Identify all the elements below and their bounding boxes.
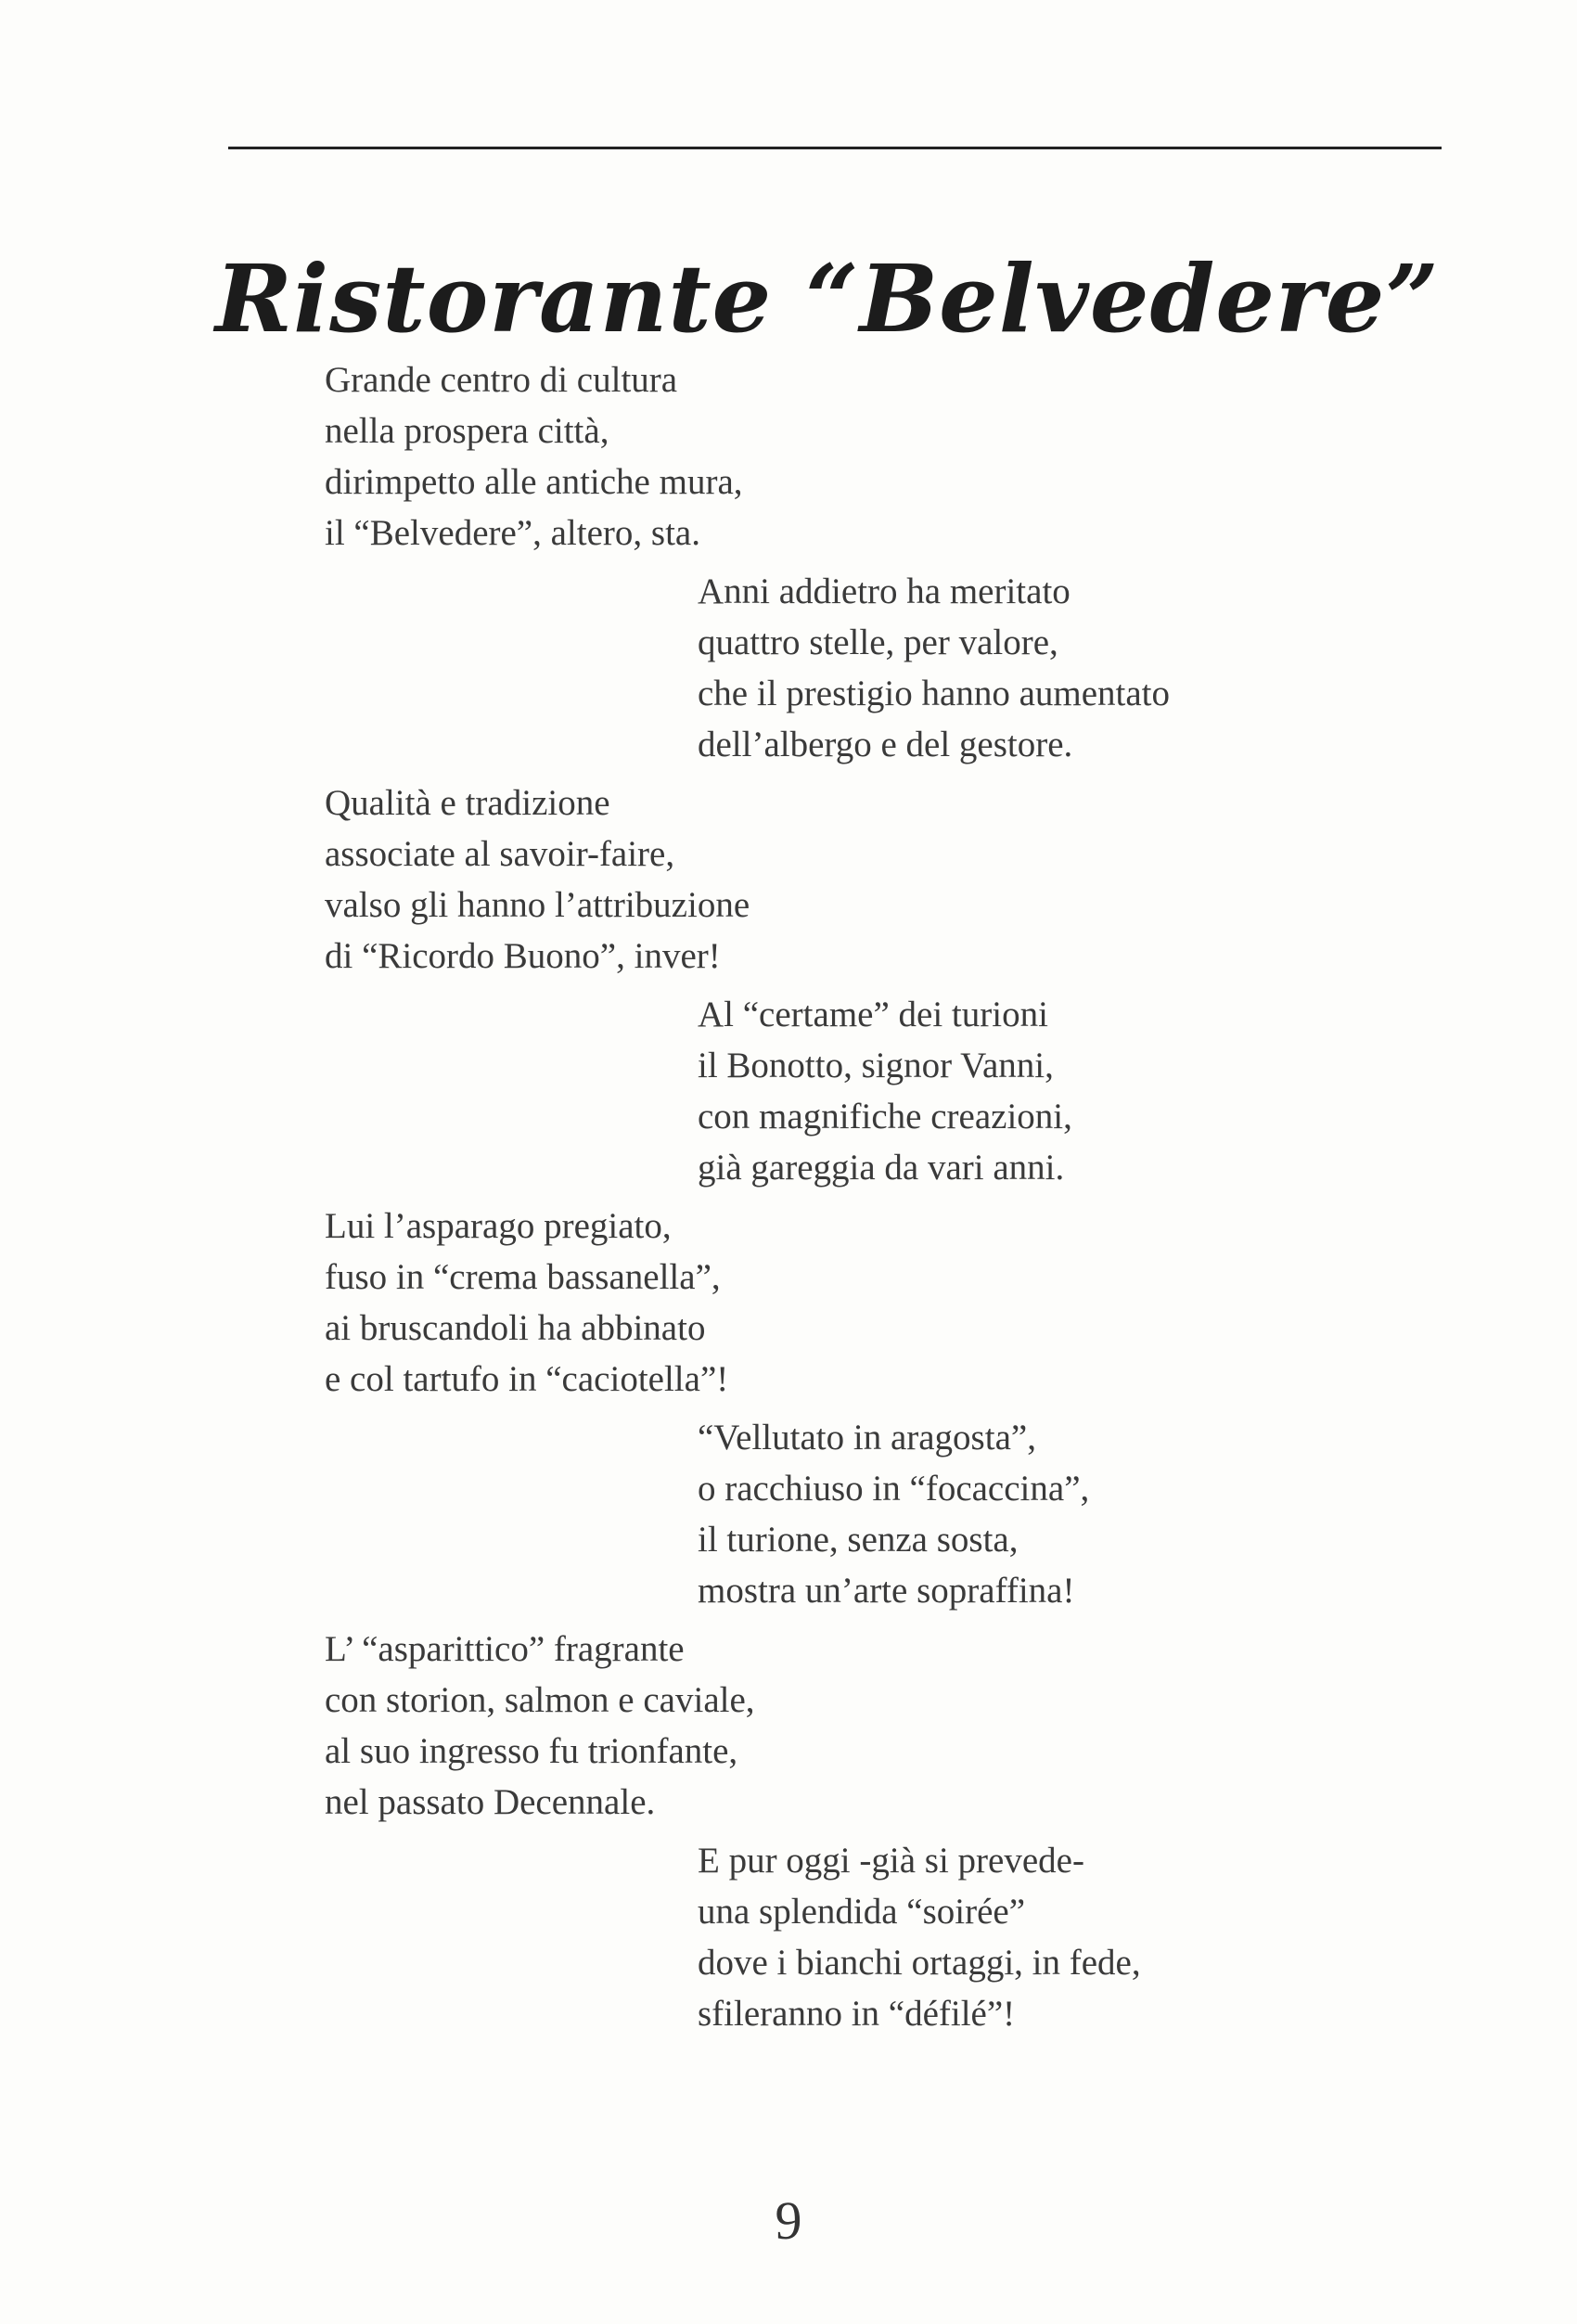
stanza-line: con magnifiche creazioni,: [698, 1097, 1072, 1136]
stanza-line: fuso in “crema bassanella”,: [325, 1257, 721, 1297]
stanza-line: E pur oggi -già si prevede-: [698, 1841, 1084, 1881]
stanza-1: [325, 354, 743, 559]
stanza-4: [698, 989, 1072, 1193]
stanza-line: associate al savoir-faire,: [325, 834, 675, 874]
stanza-line: L’ “asparittico” fragrante: [325, 1629, 685, 1669]
stanza-line: quattro stelle, per valore,: [698, 623, 1058, 662]
stanza-line: nella prospera città,: [325, 411, 609, 451]
stanza-line: sfileranno in “défilé”!: [698, 1994, 1016, 2034]
stanza-line: una splendida “soirée”: [698, 1892, 1026, 1932]
stanza-line: dove i bianchi ortaggi, in fede,: [698, 1943, 1141, 1983]
stanza-6: [698, 1412, 1089, 1616]
stanza-3: [325, 777, 750, 982]
stanza-line: valso gli hanno l’attribuzione: [325, 885, 750, 925]
stanza-line: Lui l’asparago pregiato,: [325, 1206, 672, 1246]
stanza-line: già gareggia da vari anni.: [698, 1148, 1065, 1188]
stanza-line: Al “certame” dei turioni: [698, 995, 1048, 1034]
top-rule: [228, 147, 1442, 149]
stanza-5: [325, 1201, 728, 1405]
stanza-line: il turione, senza sosta,: [698, 1520, 1019, 1560]
stanza-line: di “Ricordo Buono”, inver!: [325, 936, 721, 976]
stanza-line: “Vellutato in aragosta”,: [698, 1418, 1036, 1457]
stanza-line: Grande centro di cultura: [325, 360, 678, 400]
stanza-line: il Bonotto, signor Vanni,: [698, 1046, 1054, 1085]
stanza-line: o racchiuso in “focaccina”,: [698, 1469, 1090, 1509]
stanza-line: e col tartufo in “caciotella”!: [325, 1359, 729, 1399]
stanza-line: ai bruscandoli ha abbinato: [325, 1308, 706, 1348]
stanza-line: Qualità e tradizione: [325, 783, 610, 823]
stanza-line: dell’albergo e del gestore.: [698, 725, 1073, 764]
page-number: 9: [775, 2190, 802, 2251]
stanza-2: [698, 566, 1170, 770]
stanza-line: al suo ingresso fu trionfante,: [325, 1731, 738, 1771]
stanza-line: dirimpetto alle antiche mura,: [325, 462, 743, 502]
stanza-line: che il prestigio hanno aumentato: [698, 674, 1171, 713]
stanza-8: [698, 1835, 1141, 2039]
stanza-line: Anni addietro ha meritato: [698, 571, 1071, 611]
poem-title: Ristorante “Belvedere”: [215, 244, 1440, 353]
stanza-line: mostra un’arte sopraffina!: [698, 1571, 1075, 1611]
stanza-line: con storion, salmon e caviale,: [325, 1680, 755, 1720]
stanza-7: [325, 1624, 755, 1828]
stanza-line: nel passato Decennale.: [325, 1782, 656, 1822]
stanza-line: il “Belvedere”, altero, sta.: [325, 513, 700, 553]
